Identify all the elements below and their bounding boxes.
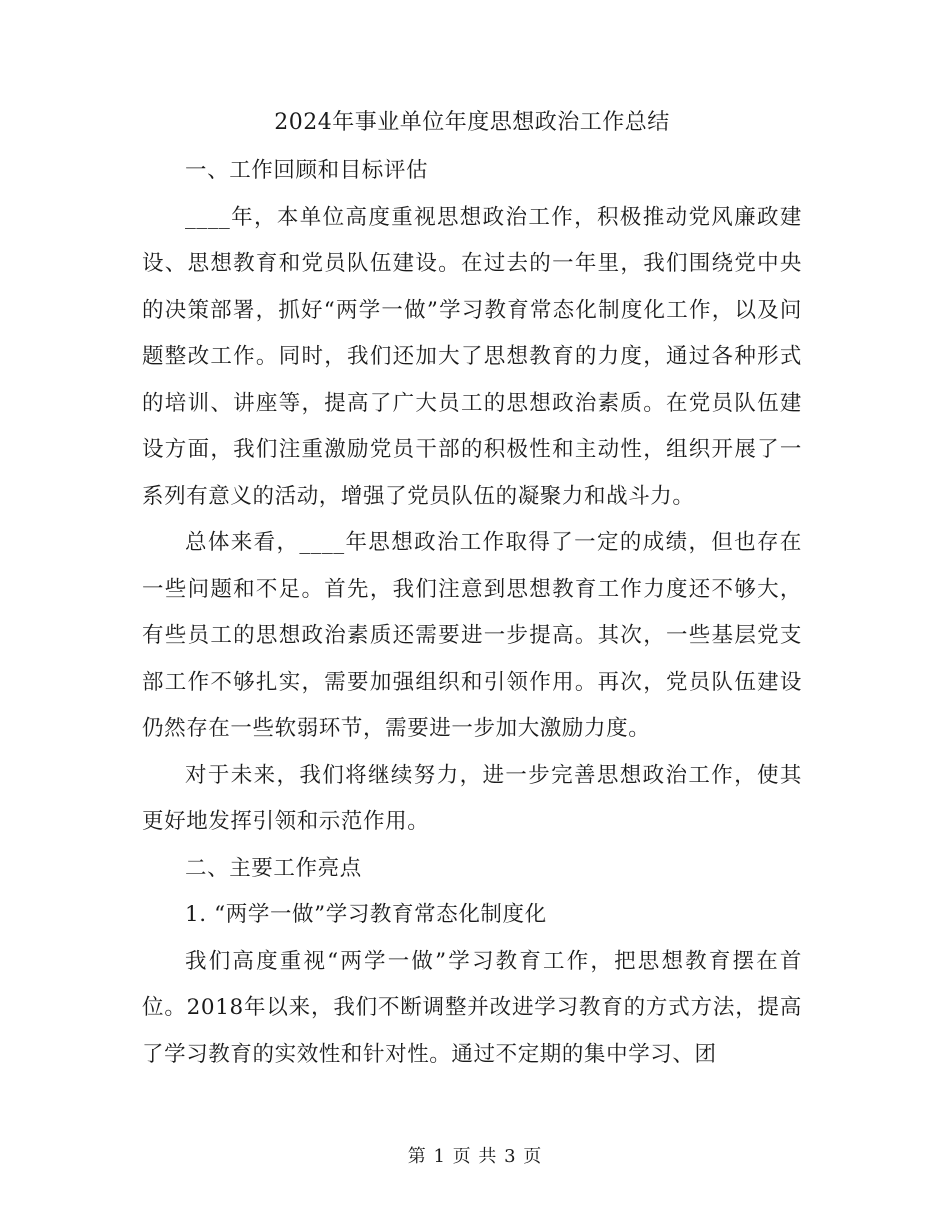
subsection-heading-1: 1. “两学一做”学习教育常态化制度化	[185, 902, 547, 927]
section-heading-2: 二、主要工作亮点	[185, 855, 362, 881]
paragraph-2: 总体来看，____年思想政治工作取得了一定的成绩，但也存在一些问题和不足。首先，我们注意到思想教育工作力度还不够大，有些员工的思想政治素质还需要进一步提高。其次，一些基层党支部工作不够扎实，需要加强组织和引领作用。再次，党员队伍建设仍然存在一些软弱环节，需要进一步加大激励力度。	[142, 530, 802, 741]
paragraph-3: 对于未来，我们将继续努力，进一步完善思想政治工作，使其更好地发挥引领和示范作用。	[142, 762, 802, 834]
paragraph-4: 我们高度重视“两学一做”学习教育工作，把思想教育摆在首位。2018年以来，我们不断调整并改进学习教育的方式方法，提高了学习教育的实效性和针对性。通过不定期的集中学习、团	[142, 948, 802, 1067]
document-body	[142, 98, 802, 1078]
document-title: 2024年事业单位年度思想政治工作总结	[274, 110, 670, 135]
paragraph-1: ____年，本单位高度重视思想政治工作，积极推动党风廉政建设、思想教育和党员队伍建设。在过去的一年里，我们围绕党中央的决策部署，抓好“两学一做”学习教育常态化制度化工作，以及问题整改工作。同时，我们还加大了思想教育的力度，通过各种形式的培训、讲座等，提高了广大员工的思想政治素质。在党员队伍建设方面，我们注重激励党员干部的积极性和主动性，组织开展了一系列有意义的活动，增强了党员队伍的凝聚力和战斗力。	[142, 204, 802, 509]
page-number-footer: 第 1 页 共 3 页	[407, 1146, 543, 1167]
section-heading-1: 一、工作回顾和目标评估	[185, 158, 429, 183]
